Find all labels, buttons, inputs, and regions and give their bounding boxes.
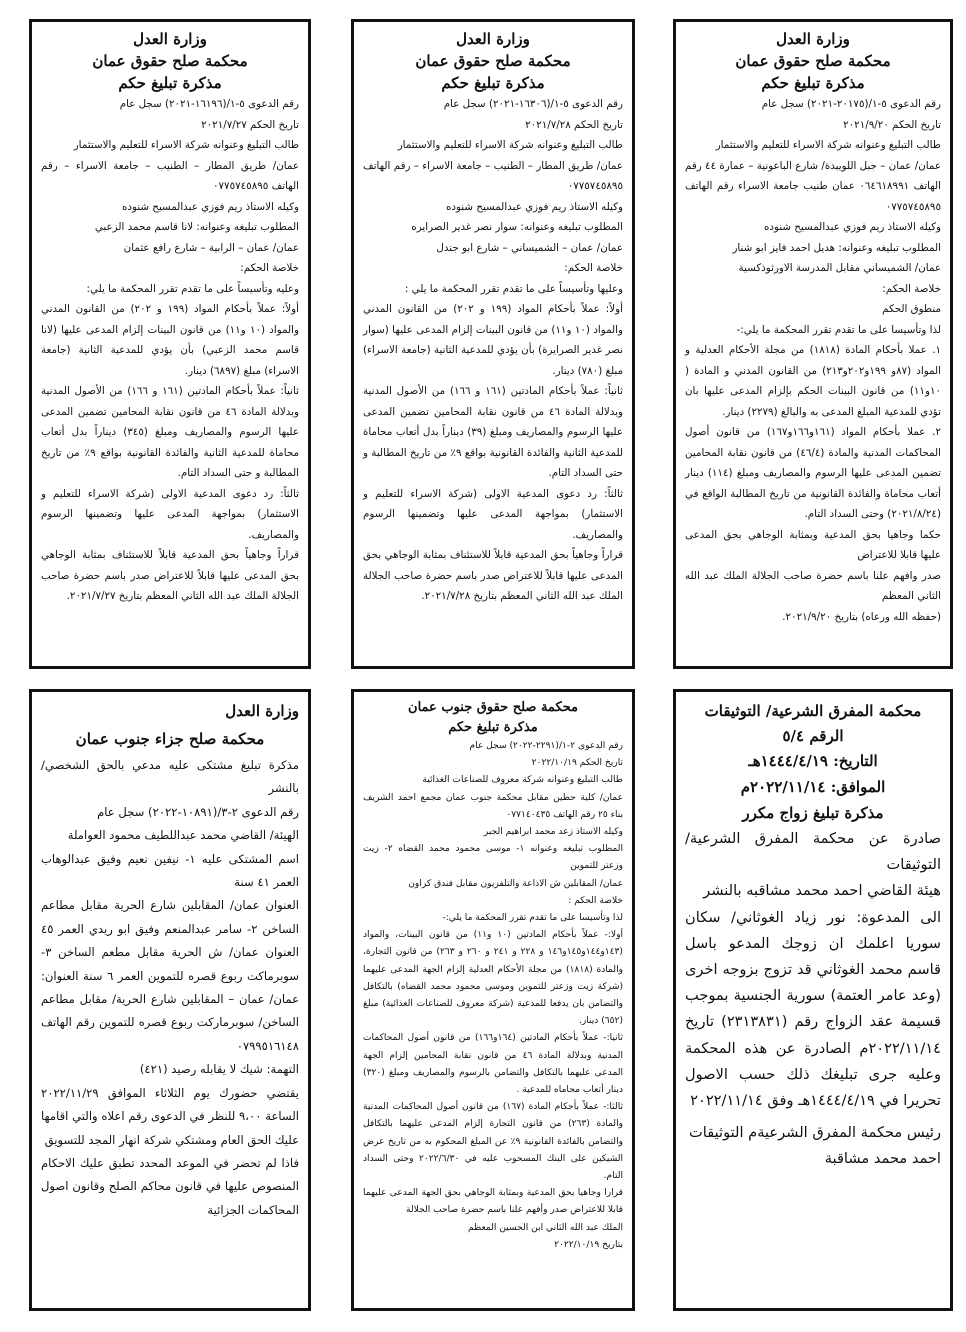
notice-criminal-summons [29, 689, 311, 1311]
decision-intro: لذا وتأسيسا على ما تقدم تقرر المحكمة ما يلي:- [442, 913, 623, 924]
requester: طالب التبليغ وعنوانه شركة معروف للصناعات الغذائية [422, 775, 623, 786]
court-title: محكمة صلح حقوق عمان [735, 52, 891, 70]
judgment-date: تاريخ الحكم ٢٠٢١/٧/٢٨ [525, 118, 623, 131]
document-type: مذكرة تبليغ حكم [441, 74, 545, 92]
verdict-heading: منطوق الحكم [882, 303, 941, 315]
notice-judgment-2291 [351, 689, 635, 1311]
non-attendance-warning: فاذا لم تحضر في الموعد المحدد تطبق عليك الاحكام المنصوص عليها في قانون محاكم الصلح وقانون اصول المحاكمات الجزائية [41, 1155, 299, 1217]
summary-heading: خلاصة الحكم: [882, 282, 941, 295]
case-number: رقم الدعوى ٥-١/(١٦٣٠٦-٢٠٢١) سجل عام [443, 98, 623, 110]
clause-1: ١. عملا بأحكام المادة (١٨١٨) من مجلة الأحكام العدلية و المواد (٨٧و ١٩٩و٢٠٢و٢١٣) من القانون المدني و المادة ( ١٠و١١) من قانون البينات الحكم بإلزام المدعى عليها بان تؤدي للمدعية المبلغ المدعى به والبالغ (٢٢٧٩) دينار. [685, 344, 942, 418]
notice-judgment-16306 [351, 19, 635, 669]
summary-heading: خلاصة الحكم : [568, 895, 623, 906]
clause-3: ثالثاً: رد دعوى المدعية الاولى (شركة الاسراء للتعليم و الاستثمار) بمواجهة المدعى عليها وتضمينها الرسوم والمصاريف. [363, 487, 623, 541]
court-title: محكمة المفرق الشرعية/ التوثيقات [704, 702, 922, 720]
attorney: وكيله الاستاذ ريم فوزي عبدالمسيح شنوده [445, 200, 623, 213]
issued-by: صادرة عن محكمة المفرق الشرعية/ التوثيقات [685, 830, 941, 874]
case-number: رقم الدعوى ٢-٣/(١٠٨٩١-٢٠٢٢) سجل عام [97, 804, 299, 819]
case-number: رقم الدعوى ٥-١/(٢٠١٧٥-٢٠٢١) سجل عام [761, 98, 941, 110]
attorney: وكيله الاستاذ ريم فوزي عبدالمسيح شنوده [121, 200, 299, 213]
requester: طالب التبليغ وعنوانه شركة الاسراء للتعليم والاستثمار [397, 139, 623, 151]
court-title: محكمة صلح حقوق جنوب عمان [408, 700, 578, 715]
respondent: المطلوب تبليغه وعنوانه: لانا قاسم محمد الزعبي [94, 221, 299, 233]
document-type: مذكرة تبليغ حكم [761, 74, 865, 92]
notice-body: الى المدعوة: نور زياد الغوثاني/ سكان سوريا اعلمك ان زوجك المدعو باسل قاسم محمد الغوثاني قد تزوج بزوجه اخرى (وعد عامر العتمة) سورية الجنسية بموجب قسيمة عقد الزواج رقم (٢٣١٣٨٣١) تاريخ ٢٠٢٢/١١/١٤م الصادرة عن هذه المحكمة وعليه جرى تبليغك ذلك حسب الاصول تحريرا في ١٤٤٤/٤/١٩هـ وفق ٢٠٢٢/١١/١٤ [685, 908, 941, 1110]
clause-2: ٢. عملا بأحكام المواد (١٦١و١٦٦و١٦٧) من قانون أصول المحاكمات المدنية والمادة (٤٦/٤) من قانون نقابة المحامين تضمين المدعى عليها الرسوم والمصاريف ومبلغ (١١٤) دينار أتعاب محاماة والفائدة القانونية من تاريخ المطالبة الواقع في (٢٠٢١/٨/٢٤) وحتى السداد التام. [685, 426, 941, 520]
respondent: المطلوب تبليغه وعنوانه: هديل احمد فايز ابو شنار [732, 241, 941, 254]
issued-by: صدر وافهم علنا باسم حضرة صاحب الجلالة الملك عبد الله الثاني المعظم [685, 569, 941, 602]
signatory-name: احمد محمد مشاقبة [824, 1150, 941, 1168]
ruling-closing: قراراً وجاهياً بحق المدعية قابلاً للاستئناف بمثابة الوجاهي بحق المدعى عليها قابلاً للاعتراض صدر باسم حضرة صاحب الجلالة الملك عبد الله الثاني المعظم بتاريخ ٢٠٢١/٧/٢٨. [363, 549, 623, 602]
ruling-type: حكما وجاهيا بحق المدعية وبمثابة الوجاهي بحق المدعى عليها قابلا للاعتراض [685, 528, 941, 561]
ministry-title: وزارة العدل [776, 30, 850, 48]
ruling-closing: قراراً وجاهياً بحق المدعية قابلاً للاستئناف بمثابة الوجاهي بحق المدعى عليها قابلاً للاعتراض صدر باسم حضرة صاحب الجلالة الملك عبد الله الثاني المعظم بتاريخ ٢٠٢١/٧/٢٧. [41, 549, 299, 602]
decision-intro: وعليها وتأسيساً على ما تقدم تقرر المحكمة ما يلي : [404, 282, 623, 295]
judgment-date: تاريخ الحكم ٢٠٢٢/١٠/١٩ [531, 758, 623, 769]
notice-marriage [673, 689, 953, 1311]
defendant-1: اسم المشتكى عليه ١- نيفين نعيم وفيق عبدالوهاب العمر ٤١ سنة [41, 851, 299, 890]
issue-date: بتاريخ ٢٠٢٢/١٠/١٩ [554, 1239, 623, 1250]
judge: هيئة القاضي احمد محمد مشاقبه بالنشر [703, 882, 941, 900]
clause-2: ثانيا:- عملاً بأحكام المادتين (١٦٤و١٦٦) من قانون أصول المحاكمات المدنية وبدلالة المادة ٤٦ من قانون نقابة المحامين إلزام الجهة المدعى عليهما بالتكافل والتضامن بالرسوم والمصاريف ومبلغ (٣٢٠) دينار أتعاب محاماه للمدعية . [363, 1033, 623, 1096]
notice-judgment-16196 [29, 19, 311, 669]
ministry-title: وزارة العدل [225, 702, 299, 720]
signatory-title: رئيس محكمة المفرق الشرعيةم التوثيقات [689, 1124, 941, 1142]
gregorian-date: الموافق: ٢٠٢٢/١١/١٤م [740, 778, 886, 796]
requester: طالب التبليغ وعنوانه شركة الاسراء للتعليم والاستثمار [73, 139, 299, 151]
decision-intro: وعليه وتأسيساً على ما تقدم تقرر المحكمة ما يلي: [86, 282, 299, 295]
clause-3: ثالثا:- عملاً بأحكام المادة (١٦٧) من قانون أصول المحاكمات المدنية والمادة (٢٦٣) من قانون التجارة إلزام المدعى عليهما بالتكافل والتضامن بالفائدة القانونية ٩٪ عن المبلغ المحكوم به من تاريخ عرض الشيكين على البنك المسحوب عليه في ٢٠٢٢/٦/٣٠ وحتى السداد التام. [363, 1102, 623, 1182]
requester-address: عمان/ طريق المطار – الطنيب – جامعة الاسراء – رقم الهاتف ٠٧٧٥٧٤٥٨٩٥ [41, 159, 299, 192]
court-title: محكمة صلح جزاء جنوب عمان [75, 730, 265, 748]
reference-number: الرقم ٥/٤ [782, 727, 844, 745]
ruling-closing: قرارا وجاهيا بحق المدعية وبمثابة الوجاهي بحق الجهة المدعى عليهما قابلا للاعتراض صدر وأفهم علنا باسم حضرة صاحب الجلالة [363, 1188, 623, 1216]
document-type: مذكرة تبليغ زواج مكرر [742, 804, 884, 822]
attorney: وكيله الاستاذ ريم فوزي عبدالمسيح شنوده [763, 221, 941, 233]
court-title: محكمة صلح حقوق عمان [92, 52, 248, 70]
requester-address: عمان/ طريق المطار – الطنيب – جامعة الاسراء – رقم الهاتف ٠٧٧٥٧٤٥٨٩٥ [363, 159, 623, 192]
document-type: مذكرة تبليغ حكم [118, 74, 222, 92]
requester-address: عمان/ عمان – جبل اللويبدة/ شارع الباعونية – عمارة ٤٤ رقم الهاتف ٠٦٤٦١٨٩٩١ عمان طنيب جامعة الاسراء رقم الهاتف ٠٧٧٥٧٤٥٨٩٥ [685, 159, 941, 213]
clause-2: ثانياً: عملاً بأحكام المادتين (١٦١ و ١٦٦) من الأصول المدنية وبدلالة المادة ٤٦ من قانون نقابة المحامين تضمين المدعى عليها الرسوم والمصاريف ومبلغ (٣٩) ديناراً بدل أتعاب محاماة للمدعية الثانية والفائدة القانونية بواقع ٩٪ من تاريخ المطالبة و حتى السداد التام. [363, 385, 623, 479]
court-title: محكمة صلح حقوق عمان [415, 52, 571, 70]
respondent-address: عمان/ المقابلين ش الاذاعة والتلفزيون مقابل فندق كراون [408, 878, 623, 889]
requester: طالب التبليغ وعنوانه شركة الاسراء للتعليم والاستثمار [715, 139, 941, 151]
clause-3: ثالثاً: رد دعوى المدعية الاولى (شركة الاسراء للتعليم و الاستثمار) بمواجهة المدعى عليها وتضمينها الرسوم والمصاريف. [41, 487, 299, 541]
hearing-summons: يقتضي حضورك يوم الثلاثاء الموافق ٢٠٢٢/١١/٢٩ الساعة ٩،٠٠ للنظر في الدعوى رقم اعلاه والتي اقامها عليك الحق العام ومشتكي شركة انهار المجد للتسويق [41, 1085, 299, 1147]
notice-judgment-20175 [673, 19, 953, 669]
issue-date: (حفظه الله ورعاه) بتاريخ ٢٠٢١/٩/٢٠. [782, 610, 941, 623]
king-name: الملك عبد الله الثاني ابن الحسين المعظم [467, 1222, 623, 1233]
summary-heading: خلاصة الحكم: [240, 262, 299, 274]
ministry-title: وزارة العدل [456, 30, 530, 48]
defendants-addresses: العنوان عمان/ المقابلين شارع الحرية مقابل مطاعم الساخن ٢- سامر عبدالمنعم وفيق ابو ريدي العمر ٤٥ العنوان عمان/ ش الحرية مقابل مطعم الساخن ٣- سوبرماكت ربوع قصره للتموين العمر ٦ سنة العنوان: عمان/ عمان – المقابلين شارع الحرية/ مقابل مطاعم الساخن/ سوبرماركت ربوع قصره للتموين رقم الهاتف ٠٧٩٩٥١٦١٤٨ [41, 898, 300, 1053]
clause-2: ثانياً: عملاً بأحكام المادتين (١٦١ و ١٦٦) من الأصول المدنية وبدلالة المادة ٤٦ من قانون نقابة المحامين تضمين المدعى عليها الرسوم والمصاريف ومبلغ (٣٤٥) ديناراً بدل أتعاب محاماة للمدعية الثانية والفائدة القانونية بواقع ٩٪ من تاريخ المطالبة و حتى السداد التام. [41, 385, 299, 479]
case-number: رقم الدعوى ٢-١/(٢٢٩١-٢٠٢٢) سجل عام [469, 741, 623, 751]
respondent-address: عمان/ الشميساني مقابل المدرسة الاورثوذكسية [738, 262, 941, 274]
judge: الهيئة/ القاضي محمد عبداللطيف محمود العواملة [67, 828, 299, 843]
clause-1: أولاً: عملاً بأحكام المواد (١٩٩ و ٢٠٢) من القانون المدني والمواد (١٠ و١١) من قانون البينات إلزام المدعى عليها (لانا قاسم محمد الزعبي) بأن يؤدي للمدعية الثانية (جامعة الاسراء) مبلغ (٦٨٩٧) دينار. [41, 303, 299, 377]
respondent-address: عمان/ عمان – الرابية – شارع رافع عثمان [123, 241, 299, 254]
ministry-title: وزارة العدل [133, 30, 207, 48]
clause-1: أولا:- عملاً بأحكام المادتين (١٠ و١١) من قانون البينات، والمواد (١٤٣و١٤٤و١٤٥و١٤٦ و ٢٢٨ و ٢٤١ و ٢٦٠ و ٢٦٣) من قانون التجارة، والمادة (١٨١٨) من مجلة الأحكام العدلية إلزام الجهة المدعى عليهما (شركة زيت وزعتر للتموين وموسى محمود محمد القضاه) بالتكافل والتضامن بان يدفعا للمدعية (شركة معروف للصناعات الغذائية) مبلغ (٦٥٢) دينار. [363, 930, 623, 1027]
requester-address: عمان/ كلية حطين مقابل محكمة جنوب عمان مجمع احمد الشريف بناء ٢٥ رقم الهاتف ٠٧٧١٤٠٤٣٥ [363, 792, 623, 820]
document-type: مذكرة تبليغ حكم [448, 720, 538, 735]
case-number: رقم الدعوى ٥-١/(١٦١٩٦-٢٠٢١) سجل عام [119, 98, 299, 110]
charge: التهمة: شيك لا يقابله رصيد (٤٢١) [139, 1062, 299, 1077]
judgment-date: تاريخ الحكم ٢٠٢١/٩/٢٠ [843, 118, 941, 131]
decision-intro: لذا وتأسيسا على ما تقدم تقرر المحكمة ما يلي:- [736, 323, 941, 336]
summary-heading: خلاصة الحكم: [564, 262, 623, 274]
hijri-date: التاريخ: ١٤٤٤/٤/١٩هـ [748, 752, 878, 770]
document-type: مذكرة تبليغ مشتكى عليه مدعي بالحق الشخصي/ بالنشر [41, 758, 299, 796]
judgment-date: تاريخ الحكم ٢٠٢١/٧/٢٧ [201, 118, 299, 131]
clause-1: أولاً: عملاً بأحكام المواد (١٩٩ و ٢٠٢) من القانون المدني والمواد (١٠ و١١) من قانون البينات إلزام المدعى عليها (سوار نصر غدير الصرايرة) بأن يؤدي للمدعية الثانية (جامعة الاسراء) مبلغ (٧٨٠) دينار. [363, 303, 624, 377]
respondent: المطلوب تبليغه وعنوانه: سوار نصر غدير الصرايره [411, 221, 623, 233]
respondents: المطلوب تبليغه وعنوانه ١- موسى محمود محمد القضاه ٢- زيت وزعتر للتموين [363, 844, 623, 872]
respondent-address: عمان/ عمان – الشميساني – شارع ابو جندل [436, 241, 623, 254]
attorney: وكيله الاستاذ زعد محمد ابراهيم الجبر [483, 827, 623, 838]
